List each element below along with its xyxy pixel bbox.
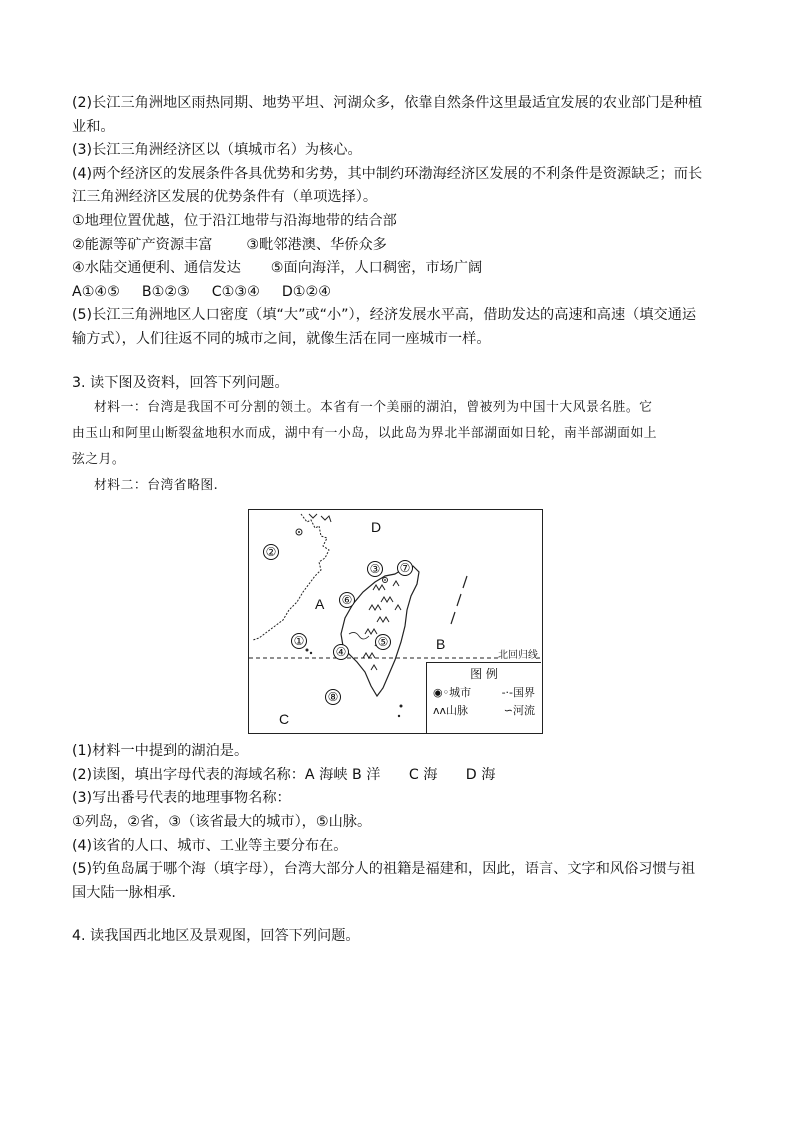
- taiwan-map: [248, 509, 543, 734]
- q2-part4-line1: (4)两个经济区的发展条件各具优势和劣势，其中制约环渤海经济区发展的不利条件是资源缺乏；而长: [72, 165, 703, 182]
- option-4: ④水陆交通便利、通信发达: [72, 260, 241, 277]
- q2-part5-line1: (5)长江三角洲地区人口密度（填“大”或“小”），经济发展水平高，借助发达的高速和高速（填交通运: [72, 307, 697, 324]
- strait-letter-a: A: [315, 596, 325, 613]
- q2-part2-line1: (2)长江三角洲地区雨热同期、地势平坦、河湖众多，依靠自然条件这里最适宜发展的农业部门是种植: [72, 95, 703, 111]
- coast-islets: [309, 514, 331, 522]
- map-legend: [426, 662, 541, 733]
- q3-sub5-line2: 国大陆一脉相承.: [72, 884, 176, 901]
- mountain-icon: ʌʌ: [433, 704, 447, 718]
- material-1-line2: 由玉山和阿里山断裂盆地积水而成，湖中有一小岛，以此岛为界北半部湖面如日轮，南半部湖面如上: [72, 426, 658, 442]
- option-2: ②能源等矿产资源丰富: [72, 236, 213, 253]
- choice-a: A①④⑤: [72, 283, 120, 300]
- legend-mountain: ʌʌ山脉: [433, 704, 469, 718]
- sea-letter-d: D: [371, 519, 382, 536]
- material-2: 材料二：台湾省略图.: [94, 478, 219, 494]
- q3-sub2: (2)读图，填出字母代表的海域名称：A 海峡 B 洋 C 海 D 海: [72, 766, 496, 783]
- q4-title: 4. 读我国西北地区及景观图，回答下列问题。: [72, 928, 360, 945]
- q3-sub1: (1)材料一中提到的湖泊是。: [72, 743, 249, 760]
- marker-7: ⑦: [397, 560, 413, 576]
- border-icon: -·-: [501, 686, 513, 700]
- q3-title: 3. 读下图及资料，回答下列问题。: [72, 374, 289, 391]
- marker-4: ④: [333, 644, 349, 660]
- choice-d: D①②④: [281, 283, 331, 300]
- taiwan-island: [341, 566, 419, 696]
- material-1-line3: 弦之月。: [72, 452, 126, 468]
- marker-6: ⑥: [339, 592, 355, 608]
- marker-5: ⑤: [375, 634, 391, 650]
- options-4-5: [72, 257, 722, 281]
- options-2-3: [72, 234, 722, 258]
- legend-title: 图 例: [470, 667, 498, 682]
- document-page: [72, 92, 722, 949]
- q2-part2-line2: 业和。: [72, 118, 115, 135]
- choice-c: C①③④: [211, 283, 260, 300]
- sea-letter-c: C: [279, 711, 290, 728]
- q3-sub4: (4)该省的人口、城市、工业等主要分布在。: [72, 837, 348, 854]
- q3-sub3b: ①列岛，②省，③（该省最大的城市），⑤山脉。: [72, 813, 372, 830]
- marker-3: ③: [367, 561, 383, 577]
- option-5: ⑤面向海洋，人口稠密，市场广阔: [270, 260, 483, 277]
- city-icon: ◉◦: [433, 686, 450, 700]
- choice-list: [72, 281, 722, 305]
- q2-part5-line2: 输方式），人们往返不同的城市之间，就像生活在同一座城市一样。: [72, 330, 491, 347]
- q2-part4-line2: 江三角洲经济区发展的优势条件有（单项选择）。: [72, 189, 378, 206]
- material-1-line1: 材料一：台湾是我国不可分割的领土。本省有一个美丽的湖泊，曾被列为中国十大风景名胜。它: [94, 400, 653, 416]
- marker-1: ①: [291, 633, 307, 649]
- legend-river: ∽河流: [503, 704, 535, 718]
- option-1: ①地理位置优越，位于沿江地带与沿海地带的结合部: [72, 212, 397, 229]
- border-line: [451, 576, 467, 624]
- option-3: ③毗邻港澳、华侨众多: [246, 236, 387, 253]
- legend-border: -·-国界: [501, 686, 535, 700]
- q3-sub5-line1: (5)钓鱼岛属于哪个海（填字母），台湾大部分人的祖籍是福建和，因此，语言、文字和风俗习惯与祖: [72, 861, 696, 878]
- ocean-letter-b: B: [436, 636, 446, 653]
- mainland-coast: [253, 514, 329, 640]
- tropic-label: 北回归线: [498, 646, 538, 661]
- choice-b: B①②③: [141, 283, 190, 300]
- q2-part3: (3)长江三角洲经济区以（填城市名）为核心。: [72, 142, 362, 159]
- q3-sub3: (3)写出番号代表的地理事物名称：: [72, 790, 291, 807]
- river-icon: ∽: [503, 704, 513, 718]
- legend-city: ◉◦城市: [433, 686, 472, 700]
- marker-8: ⑧: [325, 689, 341, 705]
- marker-2: ②: [263, 544, 279, 560]
